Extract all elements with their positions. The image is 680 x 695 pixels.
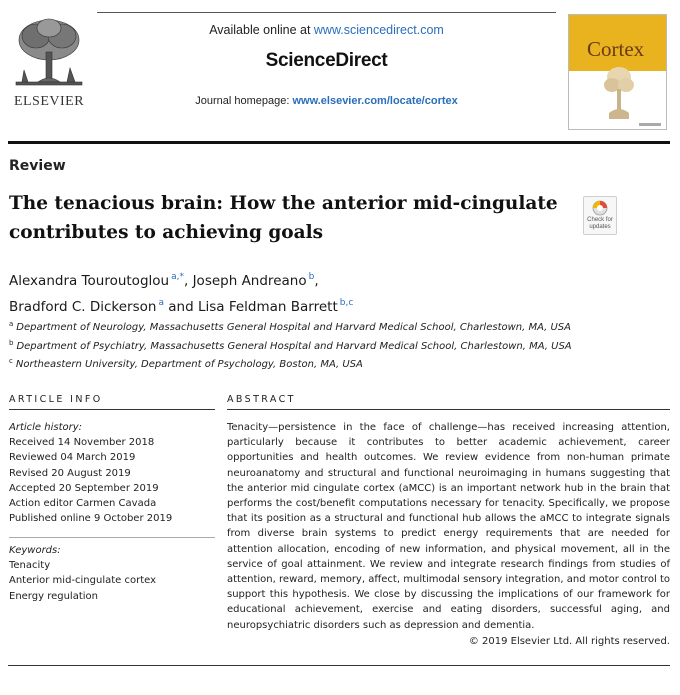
history-item: Accepted 20 September 2019 bbox=[9, 482, 159, 494]
article-section-label: Review bbox=[9, 158, 66, 174]
header-divider bbox=[8, 141, 670, 144]
copyright-notice: © 2019 Elsevier Ltd. All rights reserved. bbox=[468, 636, 670, 647]
author-affiliation-marker[interactable]: a,* bbox=[171, 272, 184, 282]
author-affiliation-marker[interactable]: b,c bbox=[339, 298, 354, 308]
history-item: Action editor Carmen Cavada bbox=[9, 498, 157, 510]
affiliation-marker: c bbox=[9, 357, 13, 365]
journal-cover[interactable] bbox=[568, 14, 667, 130]
author-affiliation-marker[interactable]: a bbox=[158, 298, 164, 308]
keyword-item[interactable]: Anterior mid-cingulate cortex bbox=[9, 575, 157, 587]
author-name[interactable]: Bradford C. Dickerson bbox=[9, 299, 157, 315]
article-info-rule bbox=[9, 409, 215, 410]
keywords-rule bbox=[9, 537, 215, 538]
publisher-name: ELSEVIER bbox=[13, 94, 85, 109]
elsevier-tree-icon bbox=[8, 14, 90, 94]
available-prefix: Available online at bbox=[209, 23, 314, 37]
history-item: Published online 9 October 2019 bbox=[9, 513, 173, 525]
sciencedirect-brand[interactable]: ScienceDirect bbox=[265, 50, 388, 71]
abstract-text: Tenacity—persistence in the face of challenge—has received increasing attention, particularly because it contributes to better academic achievement, career opportunities and health outcomes. We review evidence from non-human primate neuroanatomy and structural and functional neuroimaging in humans suggesting that the anterior mid cingulate cortex (aMCC) is an important network hub in the brain that performs the cost/benefit computations necessary for tenacity. Specifically, we propose that its position as a structural and functional hub allows the aMCC to integrate signals from diverse brain systems to predict energy requirements that are needed for attention allocation, encoding of new information, and physical movement, all in the service of goal attainment. We review and integrate research findings from studies of attention, reward, memory, affect, multimodal sensory integration, and motor control to support this hypothesis. We close by discussing the implications of our framework for educational achievement, exercise and eating disorders, successful aging, and neuropsychiatric disorders such as depression and dementia. bbox=[227, 422, 670, 631]
affiliation-marker: b bbox=[9, 338, 14, 347]
author-list bbox=[9, 266, 609, 318]
elsevier-logo[interactable] bbox=[8, 14, 90, 110]
cover-footer-mark bbox=[639, 123, 661, 126]
keyword-item[interactable]: Energy regulation bbox=[9, 590, 98, 602]
history-item: Revised 20 August 2019 bbox=[9, 467, 131, 479]
check-updates-line-1: Check for bbox=[587, 217, 613, 223]
keywords-block bbox=[9, 543, 215, 604]
abstract-heading: ABSTRACT bbox=[227, 394, 296, 405]
check-updates-line-2: updates bbox=[589, 223, 611, 230]
journal-cover-title: Cortex bbox=[587, 37, 645, 61]
homepage-prefix: Journal homepage: bbox=[195, 95, 293, 107]
affiliation-text: Department of Neurology, Massachusetts General Hospital and Harvard Medical School, Charlestown, MA, USA bbox=[16, 322, 571, 333]
author-name[interactable]: Alexandra Touroutoglou bbox=[9, 273, 170, 289]
check-for-updates-badge[interactable] bbox=[583, 196, 617, 235]
affiliation-marker: a bbox=[9, 320, 14, 328]
keywords-label: Keywords: bbox=[9, 545, 61, 556]
available-online-line bbox=[97, 23, 556, 37]
header-top-rule bbox=[97, 12, 556, 13]
journal-homepage-line bbox=[97, 95, 556, 107]
author-separator: , bbox=[183, 273, 193, 289]
affiliation-item bbox=[9, 317, 649, 336]
article-title: The tenacious brain: How the anterior mid-cingulate contributes to achieving goals bbox=[9, 193, 558, 243]
abstract-rule bbox=[227, 409, 670, 410]
article-info-heading: ARTICLE INFO bbox=[9, 394, 103, 405]
author-name[interactable]: Lisa Feldman Barrett bbox=[197, 299, 338, 315]
affiliation-text: Department of Psychiatry, Massachusetts General Hospital and Harvard Medical School, Charlestown, MA, USA bbox=[16, 340, 572, 352]
sciencedirect-link[interactable]: www.sciencedirect.com bbox=[313, 23, 444, 37]
footer-rule bbox=[8, 665, 670, 666]
author-affiliation-marker[interactable]: b bbox=[308, 272, 315, 282]
affiliation-list bbox=[9, 317, 649, 373]
check-updates-label bbox=[584, 217, 616, 230]
journal-homepage-link[interactable]: www.elsevier.com/locate/cortex bbox=[292, 95, 458, 107]
history-item: Reviewed 04 March 2019 bbox=[9, 452, 136, 464]
history-item: Received 14 November 2018 bbox=[9, 437, 155, 449]
article-history-label: Article history: bbox=[9, 422, 83, 433]
keyword-item[interactable]: Tenacity bbox=[9, 560, 51, 572]
author-name[interactable]: Joseph Andreano bbox=[192, 273, 307, 289]
article-history bbox=[9, 420, 215, 526]
cover-artwork-icon bbox=[599, 63, 639, 121]
check-updates-icon bbox=[592, 200, 608, 216]
affiliation-item bbox=[9, 336, 649, 355]
author-separator: , bbox=[314, 273, 319, 289]
affiliation-text: Northeastern University, Department of Psychology, Boston, MA, USA bbox=[15, 359, 363, 370]
affiliation-item bbox=[9, 354, 649, 373]
author-separator: and bbox=[163, 299, 198, 315]
